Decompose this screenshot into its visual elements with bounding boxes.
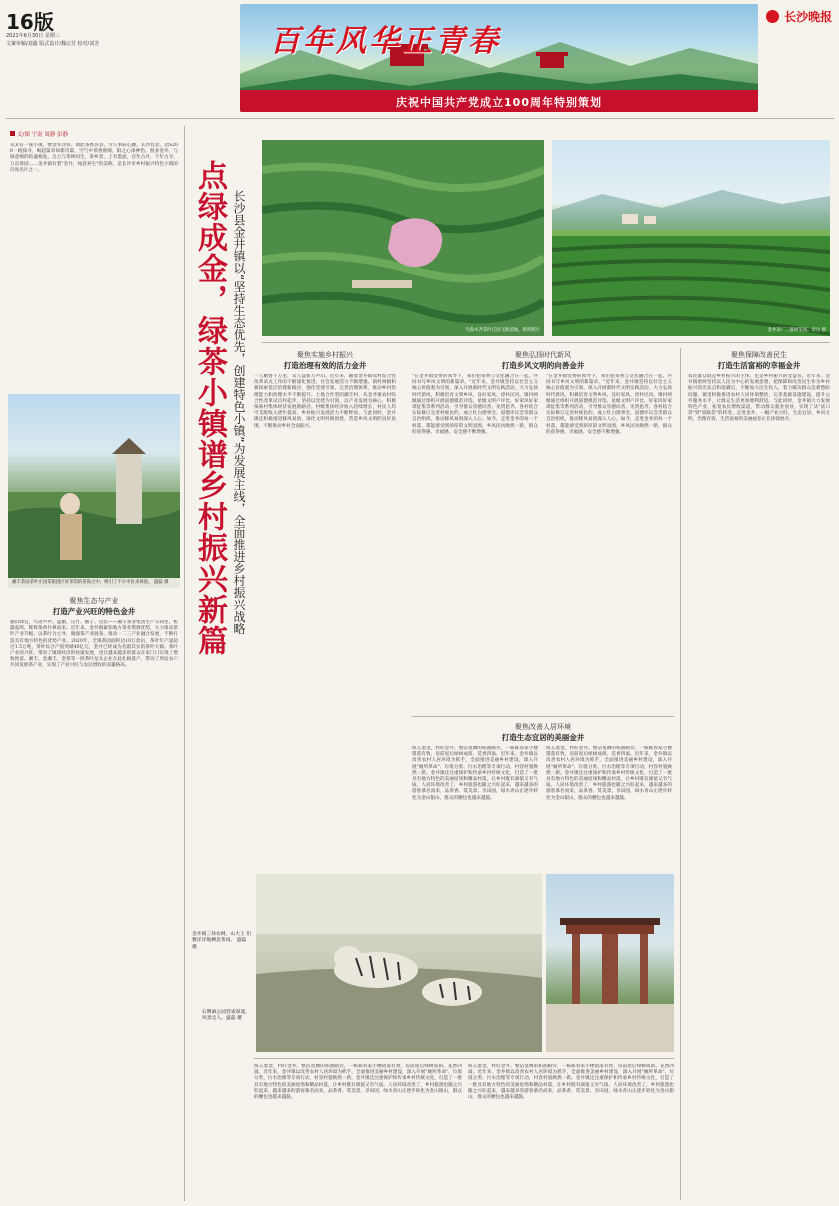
- section-5-text-lower-col2: 炼玉墨金，村旺金井。整洁宽阔的柏油路旁，一栋栋农家小楼错落有致，房前屋后绿树成荫、花香四溢。近年来，金井镇以改善农村人居环境为抓手，全面推进美丽乡村建设，深入开展"厕所革命"、垃圾分类、污水治理等专项行动，村容村貌焕然一新。金井镇还注重保护和传承乡村传统文化，打造了一批具有地方特色的美丽屋场和精品村落，让乡村既有颜值又有气质。人居环境改善了，乡村旅游也随之兴旺起来，越来越多的游客慕名而来，品茶香、赏美景、享田园，绿水青山正逐步转化为金山银山，群众的腰包也越来越鼓。: [468, 1064, 674, 1101]
- section-4-text: 农民群众既是乡村振兴的主体，也是乡村振兴的受益者。近年来，金井镇始终坚持以人民为中心的发展思想，把保障和改善民生作为乡村振兴的出发点和落脚点，不断加大民生投入，着力解决群众急难愁盼问题。镇里积极推进农村人居环境整治，完善基础设施建设，提升公共服务水平，让群众生活更加便利舒适。与此同时，金井镇大力发展特色产业，拓宽农民增收渠道，带动群众就业创业，实现了从"富口袋"到"富脑袋"的转变。走进金井，一幅产业兴旺、生态宜居、乡风文明、治理有效、生活富裕的美丽画卷正在徐徐展开。: [688, 374, 830, 423]
- tiger-photo: [256, 874, 542, 1052]
- editors-line: 文案审稿/刘鑫 版式设计/魏宗芳 校对/刘芳: [6, 41, 100, 47]
- section-3-kicker: 聚焦弘扬时代新风: [515, 351, 571, 359]
- section-5-text-lower-col1: 炼玉墨金，村旺金井。整洁宽阔的柏油路旁，一栋栋农家小楼错落有致，房前屋后绿树成荫、花香四溢。近年来，金井镇以改善农村人居环境为抓手，全面推进美丽乡村建设，深入开展"厕所革命"、垃圾分类、污水治理等专项行动，村容村貌焕然一新。金井镇还注重保护和传承乡村传统文化，打造了一批具有地方特色的美丽屋场和精品村落，让乡村既有颜值又有气质。人居环境改善了，乡村旅游也随之兴旺起来，越来越多的游客慕名而来，品茶香、赏美景、享田园，绿水青山正逐步转化为金山银山，群众的腰包也越来越鼓。: [254, 1064, 462, 1101]
- section-4-kicker: 聚焦保障改善民生: [731, 351, 787, 359]
- tea-shop-photo: [190, 870, 256, 990]
- right-column-divider: [680, 348, 681, 1200]
- page-number: 16版: [6, 10, 54, 34]
- banner-title: 百年风华正青春: [270, 24, 501, 59]
- tea-field-photo: [552, 140, 830, 336]
- lead-photo-scene: [8, 394, 180, 588]
- section-2-text: 一人糖香千万里，众人益新万声山。近年来，随着金井镇农村综合性改革试点工作的不断深化推进，社会发展活力不断增强。镇村两级积极探索基层治理新路径，强化党建引领，完善治理体系，推动乡村治理能力和治理水平不断提升。土地合作型的湘丰村，从金井镇农村综合性改革试点村起步，坚持以党建为引领，以产业发展为核心，积极探索村集体经济发展新路径。村级集体经济收入持续增长，村民人均可支配收入逐年提高，乡村振兴发展活力不断释放。与此同时，金井镇还积极推进移风易俗，深化文明村镇创建，营造乡风文明的良好氛围，不断推动乡村全面振兴。: [254, 374, 396, 429]
- tiger-caption: 石牌麻公园营雀谋谨，风景宜人。盛磊 摄: [202, 1010, 250, 1022]
- gate-photo: [546, 874, 674, 1052]
- left-column-divider: [184, 126, 185, 1201]
- section-4-title: 打造生活富裕的幸福金井: [717, 361, 801, 370]
- banner: [240, 4, 758, 112]
- masthead-divider: [6, 118, 834, 119]
- lead-byline: 文/图 宁南 周静 彭静: [10, 130, 68, 138]
- lead-photo: [8, 394, 180, 588]
- lead-headline: 点绿成金，绿茶小镇谱乡村振兴新篇: [192, 160, 227, 656]
- mid-divider: [412, 716, 674, 717]
- aerial-caption: 乌鲁木齐茶叶庄园飞航基地。资料照片: [465, 328, 540, 333]
- section-3-text-col1: "在金井镇党委的领导下，我们把茶香与文化融合在一起，共同书写乡风文明的新篇章。"近年来，金井镇坚持以社会主义核心价值观为引领，深入开展新时代文明实践活动，大力弘扬时代新风，积极培育文明乡风、良好家风、淳朴民风。镇村两级通过组织开展道德模范评选、星级文明户评比、好家风好家训征集等系列活动，引导群众崇德向善、见贤思齐。各村结合实际修订完善村规民约，成立红白理事会、道德评议会等群众自治组织，推动移风易俗深入人心。如今，走进金井的每一个村落，都能感受到浓厚的文明氛围，乡风民风焕然一新，群众的获得感、幸福感、安全感不断增强。: [412, 374, 538, 435]
- lead-intro: 从未有一座小镇，像金井这样。如此茶香袅袅，令人事跃心跳。长沙往北，沿S206一路探寻，喝起篇章如新诗篇，空气中茶香绵绵，阳之心扉神怡。很多金井，与绿意绵的结盛相连。自古与茶林同生，茶乡景，上有墨面，百年古井，千年古寺，万亩茶园……金井镇有着"金井，绿意养生"的美称，是长沙市乡村振兴特色小镇的闪亮名片之一。: [10, 143, 178, 173]
- section-5-title: 打造生态宜居的美丽金井: [501, 733, 585, 742]
- masthead: [0, 0, 839, 118]
- paper-logo: [766, 6, 834, 26]
- tea-field-caption: 金井茶厂三群树茶园。章岳 摄: [767, 328, 826, 333]
- tea-shop-caption: 金井镇三珍农网，山大王 们雅洋洋地栖息茶场。 盛磊 摄: [192, 932, 252, 950]
- logo-mark-icon: [766, 10, 779, 23]
- bottom-divider: [254, 1058, 674, 1059]
- tea-field-scene: [552, 140, 830, 336]
- section-3-text-col2: "在金井镇党委的领导下，我们把茶香与文化融合在一起，共同书写乡风文明的新篇章。"近年来，金井镇坚持以社会主义核心价值观为引领，深入开展新时代文明实践活动，大力弘扬时代新风，积极培育文明乡风、良好家风、淳朴民风。镇村两级通过组织开展道德模范评选、星级文明户评比、好家风好家训征集等系列活动，引导群众崇德向善、见贤思齐。各村结合实际修订完善村规民约，成立红白理事会、道德评议会等群众自治组织，推动移风易俗深入人心。如今，走进金井的每一个村落，都能感受到浓厚的文明氛围，乡风民风焕然一新，群众的获得感、幸福感、安全感不断增强。: [546, 374, 672, 435]
- section-5-kicker: 聚焦改善人居环境: [515, 723, 571, 731]
- lead-photo-caption: 湘丰茶园茶叶庄园茶旅园区好茶馆的茶海之中，吸引了不少市民来体验。 盛磊 摄: [8, 578, 180, 588]
- photo-row-divider: [262, 342, 830, 343]
- section-5-text-col1: 炼玉墨金，村旺金井。整洁宽阔的柏油路旁，一栋栋农家小楼错落有致，房前屋后绿树成荫、花香四溢。近年来，金井镇以改善农村人居环境为抓手，全面推进美丽乡村建设，深入开展"厕所革命"、垃圾分类、污水治理等专项行动，村容村貌焕然一新。金井镇还注重保护和传承乡村传统文化，打造了一批具有地方特色的美丽屋场和精品村落，让乡村既有颜值又有气质。人居环境改善了，乡村旅游也随之兴旺起来，越来越多的游客慕名而来，品茶香、赏美景、享田园，绿水青山正逐步转化为金山银山，群众的腰包也越来越鼓。: [412, 746, 538, 801]
- lead-deck: 长沙县金井镇以“坚持生态优先，创建特色小镇”为发展主线，全面推进乡村振兴战略: [232, 190, 246, 635]
- aerial-photo: [262, 140, 544, 336]
- date-line: 2021年6月30日 星期三: [6, 33, 60, 39]
- section-1-kicker: 聚焦生态与产业: [69, 597, 119, 605]
- section-5-text-col2: 炼玉墨金，村旺金井。整洁宽阔的柏油路旁，一栋栋农家小楼错落有致，房前屋后绿树成荫、花香四溢。近年来，金井镇以改善农村人居环境为抓手，全面推进美丽乡村建设，深入开展"厕所革命"、垃圾分类、污水治理等专项行动，村容村貌焕然一新。金井镇还注重保护和传承乡村传统文化，打造了一批具有地方特色的美丽屋场和精品村落，让乡村既有颜值又有气质。人居环境改善了，乡村旅游也随之兴旺起来，越来越多的游客慕名而来，品茶香、赏美景、享田园，绿水青山正逐步转化为金山银山，群众的腰包也越来越鼓。: [546, 746, 672, 801]
- gate-scene: [546, 874, 674, 1052]
- tiger-scene: [256, 874, 542, 1052]
- section-2-title: 打造治理有效的活力金井: [283, 361, 367, 370]
- byline-square-icon: [10, 131, 15, 136]
- banner-subtitle: 庆祝中国共产党成立100周年特别策划: [396, 96, 602, 109]
- section-1-text: 独山绿宜，鸟语声声。蓝鹅，压竹、猴子、包装——湘丰茶业集团生产车间里，机器轰鸣，辉辉茶香扑鼻而来。近年来，金井镇紧扣地方茶业资源优势，大力推动茶叶产业升级，以茶叶为主导，做强茶产业链条，推动一二三产业融合发展，不断打造具有地方特色的优势产业。2020年，全镇茶园面积达10万余亩，茶叶年产量超过1.5万吨，茶叶综合产值突破40亿元，金井已经成为名副其实的茶叶大镇。茶叶产业的兴旺，带动了镇域经济的快速发展，也让越来越多的群众在家门口实现了增收致富。湘丰、金湘丰、金茶等一批茶叶龙头企业在此扎根落户，带动了周边农户共同发展茶产业，实现了产业兴旺与农民增收的双赢格局。: [10, 620, 178, 669]
- section-2-kicker: 聚焦实施乡村振兴: [297, 351, 353, 359]
- section-3-title: 打造乡风文明的向善金井: [501, 361, 585, 370]
- paper-name: 长沙晚报: [784, 10, 833, 24]
- section-1-title: 打造产业兴旺的特色金井: [52, 607, 136, 616]
- aerial-scene: [262, 140, 544, 336]
